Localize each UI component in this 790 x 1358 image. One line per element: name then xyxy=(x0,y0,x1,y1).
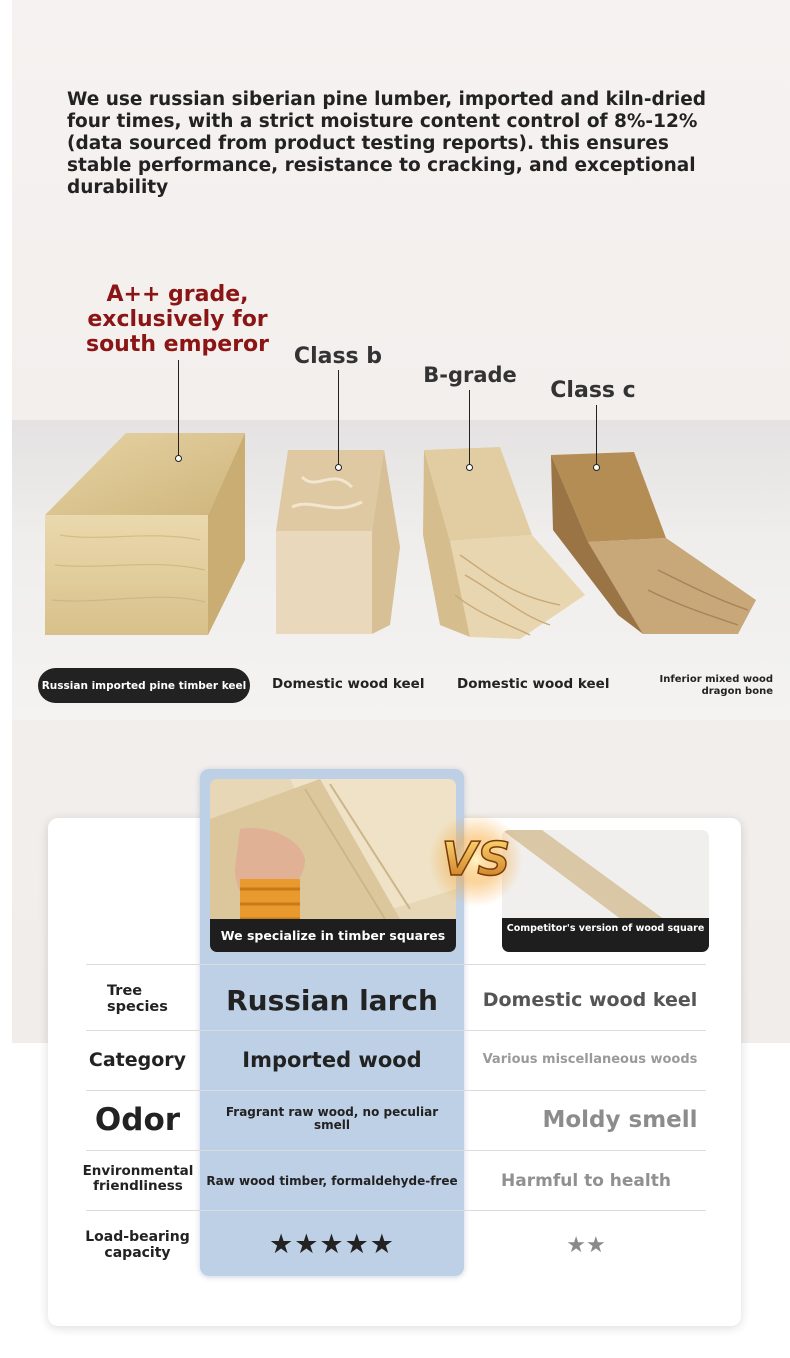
leader-line xyxy=(596,405,597,467)
grade-label-b-grade: B-grade xyxy=(423,363,517,387)
theirs-tree-species: Domestic wood keel xyxy=(482,989,698,1011)
grade-label-class-c: Class c xyxy=(550,378,636,403)
vs-text: VS xyxy=(441,832,511,886)
competitor-caption: Competitor's version of wood square xyxy=(502,918,709,952)
plank-a-plus-image xyxy=(40,430,250,640)
theirs-odor: Moldy smell xyxy=(542,1107,698,1133)
leader-line xyxy=(469,390,470,467)
theirs-environmental: Harmful to health xyxy=(501,1171,671,1191)
row-divider xyxy=(86,1150,706,1151)
ours-tree-species: Russian larch xyxy=(226,984,438,1017)
leader-line xyxy=(178,360,179,458)
row-label-load-bearing: Load-bearing capacity xyxy=(85,1229,190,1261)
leader-dot xyxy=(593,464,600,471)
plank-class-b-image xyxy=(272,447,402,637)
row-divider xyxy=(86,1030,706,1031)
plank-class-c-image xyxy=(548,450,760,636)
theirs-category: Various miscellaneous woods xyxy=(482,1052,698,1067)
vs-badge xyxy=(428,812,524,908)
grade-label-a-plus: A++ grade, exclusively for south emperor xyxy=(85,282,270,357)
row-divider xyxy=(86,1090,706,1091)
competitor-photo xyxy=(502,830,709,952)
leader-dot xyxy=(466,464,473,471)
row-label-environmental: Environmental friendliness xyxy=(82,1163,194,1194)
intro-text: We use russian siberian pine lumber, imported and kiln-dried four times, with a strict moisture content control of 8%-12% (data sourced from product testing reports). this ensures stable performance, resistance to cracking, and exceptional durability xyxy=(67,89,706,198)
theirs-load-bearing-stars: ★★ xyxy=(566,1233,606,1258)
caption-domestic-1: Domestic wood keel xyxy=(272,676,425,692)
caption-inferior: Inferior mixed wood dragon bone xyxy=(659,674,773,697)
ours-environmental: Raw wood timber, formaldehyde-free xyxy=(206,1174,458,1188)
leader-line xyxy=(338,370,339,467)
caption-russian-pill: Russian imported pine timber keel xyxy=(38,668,250,703)
leader-dot xyxy=(175,455,182,462)
ours-category: Imported wood xyxy=(242,1048,422,1072)
our-product-photo xyxy=(210,779,456,952)
row-label-category: Category xyxy=(88,1049,187,1071)
caption-domestic-2: Domestic wood keel xyxy=(457,676,610,692)
our-product-caption: We specialize in timber squares xyxy=(210,919,456,952)
leader-dot xyxy=(335,464,342,471)
ours-odor: Fragrant raw wood, no peculiar smell xyxy=(225,1105,439,1132)
row-divider xyxy=(86,964,706,965)
grade-label-class-b: Class b xyxy=(293,344,383,369)
ours-load-bearing-stars: ★★★★★ xyxy=(268,1229,396,1260)
row-divider xyxy=(86,1210,706,1211)
row-label-tree-species: Tree species xyxy=(107,983,168,1015)
row-label-odor: Odor xyxy=(94,1102,181,1138)
